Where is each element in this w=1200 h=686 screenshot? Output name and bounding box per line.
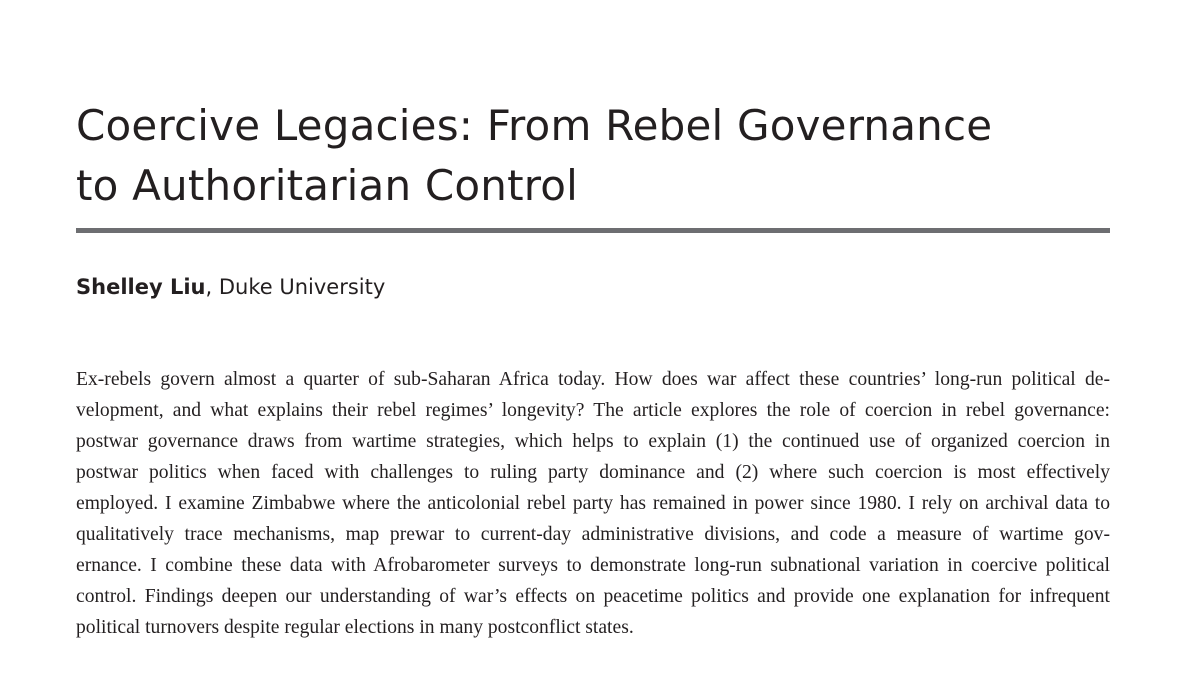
abstract-line: employed. I examine Zimbabwe where the anticolonial rebel party has remained in power since 1980. I rely on archival data to — [76, 493, 1110, 514]
abstract-line: Ex-rebels govern almost a quarter of sub-Saharan Africa today. How does war affect these countries’ long-run political de- — [76, 369, 1110, 390]
title-line: Coercive Legacies: From Rebel Governance — [76, 101, 993, 150]
byline — [76, 272, 385, 302]
abstract-line: qualitatively trace mechanisms, map prewar to current-day administrative divisions, and code a measure of wartime gov- — [76, 524, 1110, 545]
byline-separator: , — [205, 275, 213, 299]
abstract-line: political turnovers despite regular elections in many postconflict states. — [76, 617, 634, 638]
abstract-line: velopment, and what explains their rebel regimes’ longevity? The article explores the role of coercion in rebel governance: — [76, 400, 1110, 421]
article-title — [76, 96, 1116, 216]
title-line: to Authoritarian Control — [76, 161, 579, 210]
title-divider — [76, 228, 1110, 233]
author-name: Shelley Liu — [76, 275, 206, 299]
abstract-line: postwar governance draws from wartime strategies, which helps to explain (1) the continued use of organized coercion in — [76, 431, 1110, 452]
author-affiliation: Duke University — [218, 275, 386, 299]
abstract-line: postwar politics when faced with challenges to ruling party dominance and (2) where such coercion is most effectively — [76, 462, 1110, 483]
abstract-line: ernance. I combine these data with Afrobarometer surveys to demonstrate long-run subnational variation in coercive political — [76, 555, 1110, 576]
abstract-line: control. Findings deepen our understanding of war’s effects on peacetime politics and provide one explanation for infrequent — [76, 586, 1110, 607]
abstract — [76, 364, 1110, 643]
